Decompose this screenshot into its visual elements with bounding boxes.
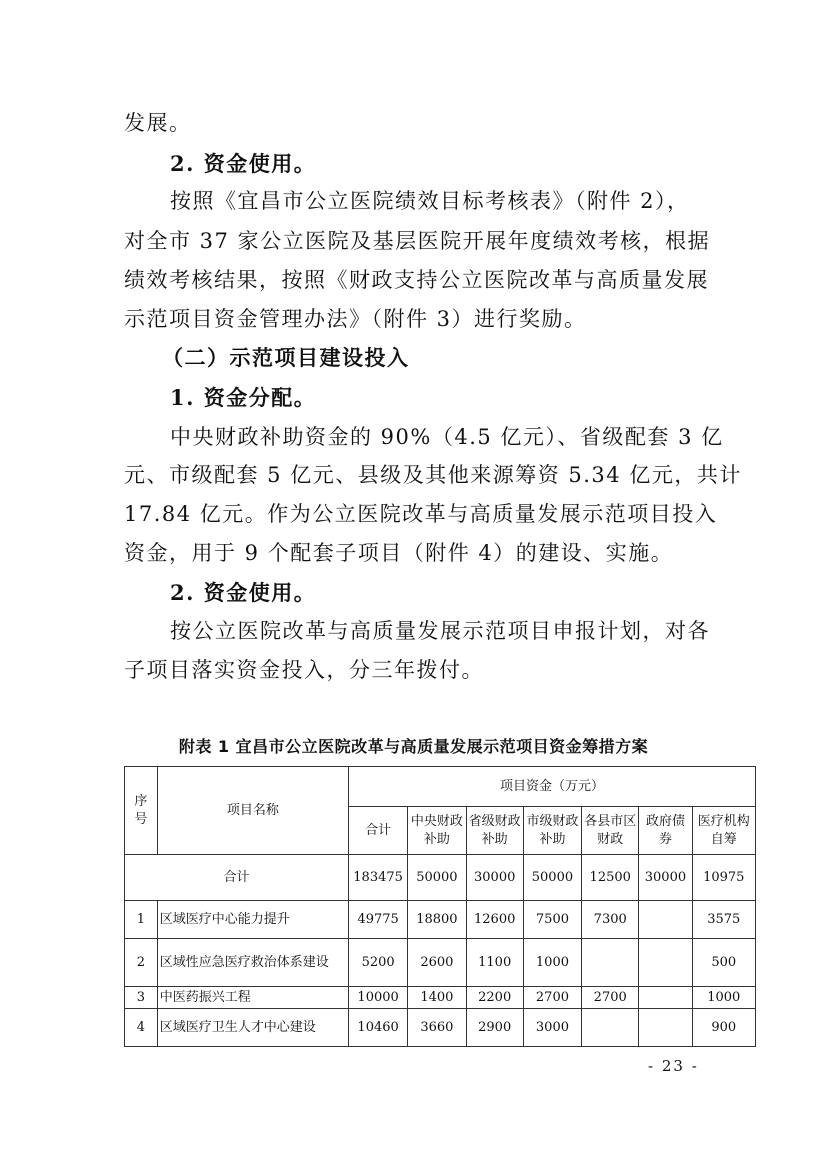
table-cell: 1000: [692, 987, 755, 1009]
row-seq: 4: [125, 1009, 158, 1047]
paragraph-line: 子项目落实资金投入，分三年拨付。: [124, 658, 484, 682]
table-cell: 183475: [348, 855, 407, 901]
paragraph-line: 绩效考核结果，按照《财政支持公立医院改革与高质量发展: [124, 268, 709, 292]
row-seq: 1: [125, 901, 158, 939]
table-cell: 50000: [408, 855, 466, 901]
section-heading: 2. 资金使用。: [170, 580, 317, 605]
table-cell: 10975: [692, 855, 755, 901]
table-row: [125, 1009, 756, 1047]
table-cell: 1100: [466, 939, 523, 987]
table-cell: 1000: [523, 939, 581, 987]
total-label: 合计: [125, 855, 349, 901]
table-total-row: [125, 855, 756, 901]
header-col: 医疗机构自筹: [692, 807, 755, 855]
table-row: [125, 939, 756, 987]
table-cell: 2200: [466, 987, 523, 1009]
table-cell: [639, 901, 692, 939]
table-cell: 49775: [348, 901, 407, 939]
table-cell: 18800: [408, 901, 466, 939]
table-cell: 12500: [582, 855, 639, 901]
paragraph-line: 示范项目资金管理办法》（附件 3）进行奖励。: [124, 307, 587, 331]
header-name: 项目名称: [157, 767, 348, 855]
header-col: 各县市区财政: [582, 807, 639, 855]
table-cell: [639, 987, 692, 1009]
header-col: 市级财政补助: [523, 807, 581, 855]
header-col: 中央财政补助: [408, 807, 466, 855]
paragraph-line: 17.84 亿元。作为公立医院改革与高质量发展示范项目投入: [124, 502, 718, 526]
table-cell: 10000: [348, 987, 407, 1009]
row-seq: 2: [125, 939, 158, 987]
table-row: [125, 901, 756, 939]
section-heading: 2. 资金使用。: [170, 151, 317, 176]
funding-table: [124, 766, 756, 1047]
table-cell: 3000: [523, 1009, 581, 1047]
table-cell: 30000: [466, 855, 523, 901]
header-funds-group: 项目资金（万元）: [348, 767, 755, 807]
header-col: 合计: [348, 807, 407, 855]
section-heading: 1. 资金分配。: [170, 385, 317, 410]
paragraph-line: 按公立医院改革与高质量发展示范项目申报计划，对各: [170, 619, 710, 643]
table-cell: [639, 939, 692, 987]
table-cell: 2600: [408, 939, 466, 987]
table-cell: 500: [692, 939, 755, 987]
table-cell: 5200: [348, 939, 407, 987]
table-cell: 10460: [348, 1009, 407, 1047]
row-name: 中医药振兴工程: [157, 987, 348, 1009]
table-cell: 7300: [582, 901, 639, 939]
header-seq: 序号: [125, 767, 158, 855]
table-row: [125, 987, 756, 1009]
table-cell: 3660: [408, 1009, 466, 1047]
header-col: 省级财政补助: [466, 807, 523, 855]
paragraph-line: 资金，用于 9 个配套子项目（附件 4）的建设、实施。: [124, 541, 674, 565]
row-name: 区域医疗卫生人才中心建设: [157, 1009, 348, 1047]
page-number: - 23 -: [648, 1057, 699, 1075]
table-cell: 900: [692, 1009, 755, 1047]
table-caption: 附表 1 宜昌市公立医院改革与高质量发展示范项目资金筹措方案: [178, 737, 649, 756]
subsection-heading: （二）示范项目建设投入: [162, 346, 410, 370]
table-cell: 7500: [523, 901, 581, 939]
header-col: 政府债券: [639, 807, 692, 855]
row-name: 区域医疗中心能力提升: [157, 901, 348, 939]
table-cell: 1400: [408, 987, 466, 1009]
row-name: 区域性应急医疗救治体系建设: [157, 939, 348, 987]
table-cell: 2700: [582, 987, 639, 1009]
table-cell: 50000: [523, 855, 581, 901]
table-cell: 3575: [692, 901, 755, 939]
paragraph-line: 元、市级配套 5 亿元、县级及其他来源筹资 5.34 亿元，共计: [124, 463, 742, 487]
table-cell: 12600: [466, 901, 523, 939]
row-seq: 3: [125, 987, 158, 1009]
paragraph-line: 按照《宜昌市公立医院绩效目标考核表》（附件 2），: [170, 189, 690, 213]
table-cell: 2900: [466, 1009, 523, 1047]
table-cell: [639, 1009, 692, 1047]
table-cell: [582, 1009, 639, 1047]
paragraph-line: 中央财政补助资金的 90%（4.5 亿元）、省级配套 3 亿: [170, 425, 724, 449]
table-cell: 30000: [639, 855, 692, 901]
table-cell: 2700: [523, 987, 581, 1009]
table-cell: [582, 939, 639, 987]
paragraph-line: 发展。: [124, 111, 192, 135]
paragraph-line: 对全市 37 家公立医院及基层医院开展年度绩效考核，根据: [124, 229, 711, 253]
